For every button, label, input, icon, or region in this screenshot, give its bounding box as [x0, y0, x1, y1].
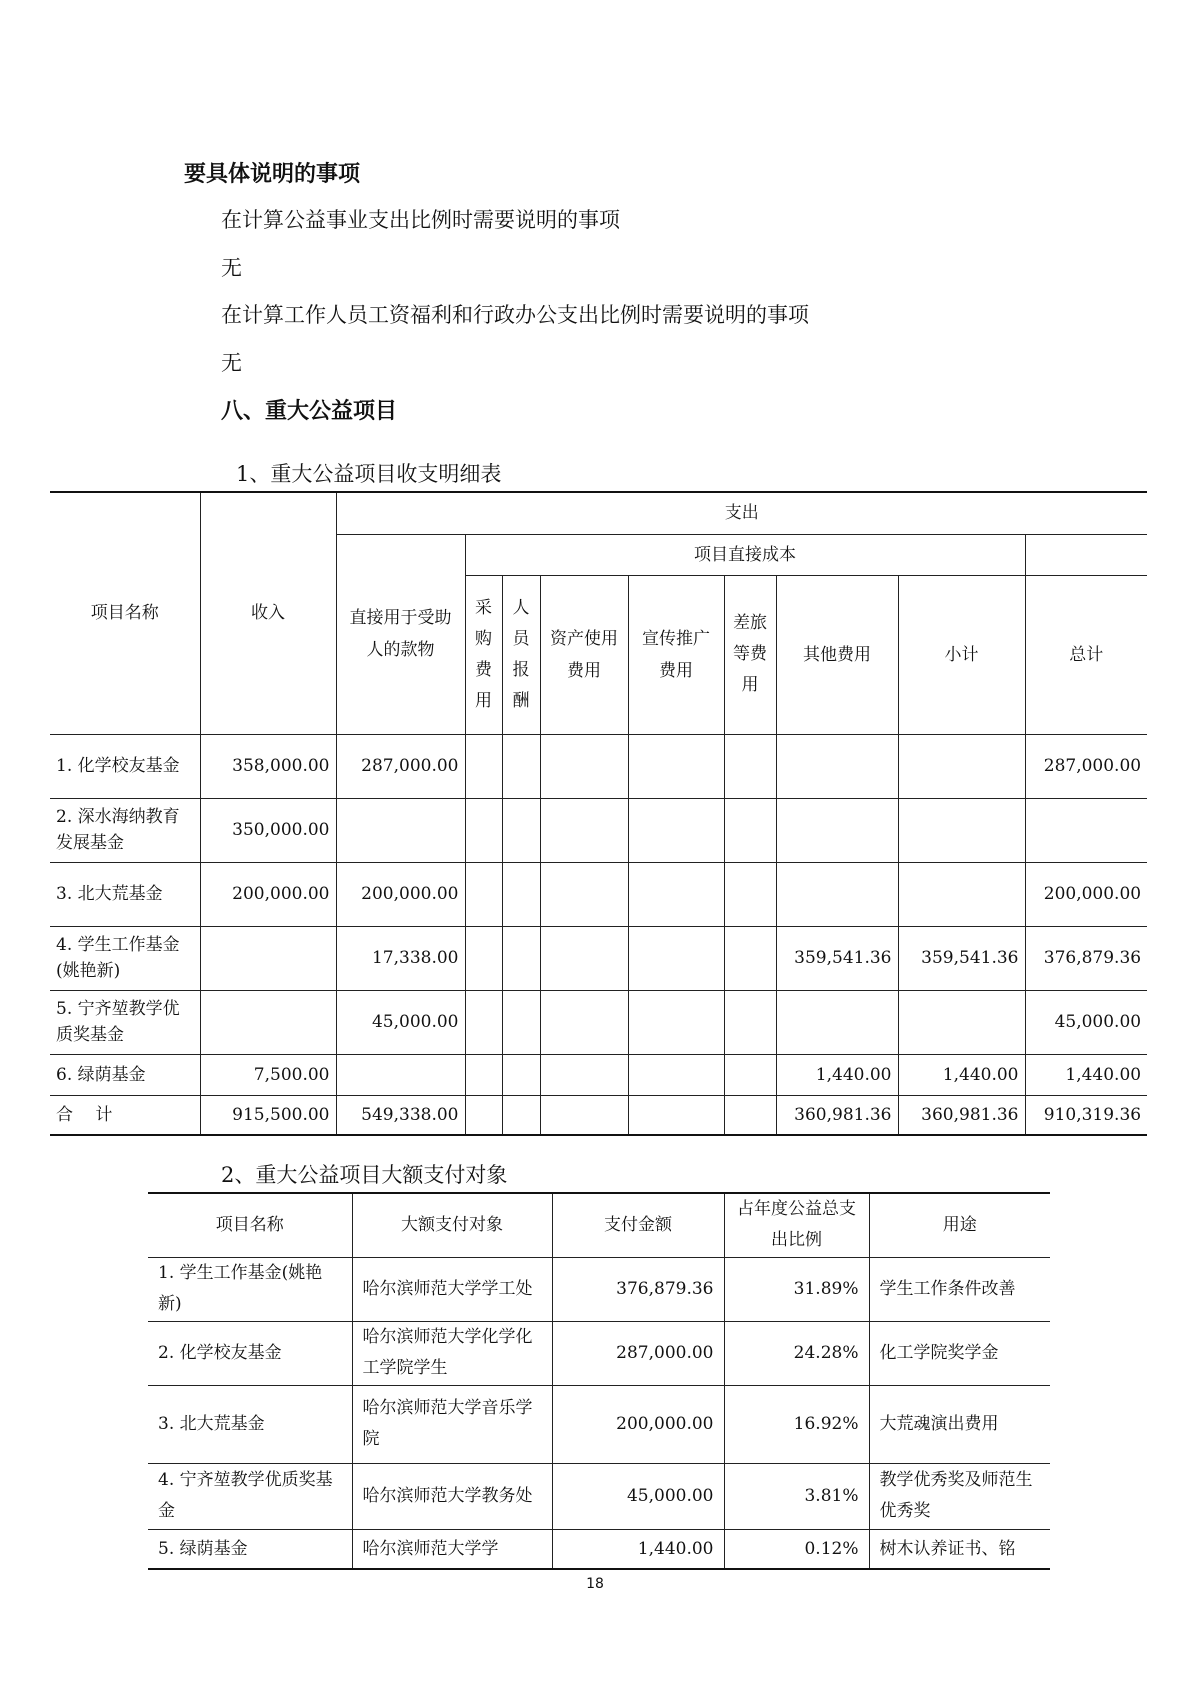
table-row	[148, 1385, 1050, 1463]
header-direct: 直接用于受助人的款物	[336, 534, 465, 734]
header-other: 其他费用	[776, 575, 898, 734]
row-subtotal	[898, 798, 1025, 862]
header-expense: 支出	[336, 492, 1147, 534]
row-subtotal	[898, 990, 1025, 1054]
row-subtotal	[898, 862, 1025, 926]
row-payee: 哈尔滨师范大学学	[352, 1529, 552, 1569]
header-income: 收入	[200, 492, 336, 734]
row-ratio: 3.81%	[724, 1463, 869, 1529]
header-total: 总计	[1025, 575, 1147, 734]
row-name: 1. 学生工作基金(姚艳新)	[148, 1257, 352, 1321]
row-other: 359,541.36	[776, 926, 898, 990]
row-ratio: 31.89%	[724, 1257, 869, 1321]
row-subtotal: 359,541.36	[898, 926, 1025, 990]
row-other	[776, 798, 898, 862]
row-total	[1025, 798, 1147, 862]
table-row	[50, 990, 1147, 1054]
row-direct: 200,000.00	[336, 862, 465, 926]
header-travel: 差旅等费用	[724, 575, 776, 734]
row-income: 200,000.00	[200, 862, 336, 926]
header-use: 用途	[869, 1193, 1050, 1257]
row-use: 学生工作条件改善	[869, 1257, 1050, 1321]
para-1: 在计算公益事业支出比例时需要说明的事项	[221, 208, 620, 232]
header-ratio: 占年度公益总支出比例	[724, 1193, 869, 1257]
header-subtotal: 小计	[898, 575, 1025, 734]
row-income: 915,500.00	[200, 1095, 336, 1135]
row-ratio: 16.92%	[724, 1385, 869, 1463]
header-direct-cost: 项目直接成本	[465, 534, 1025, 575]
row-subtotal: 1,440.00	[898, 1054, 1025, 1095]
header-asset: 资产使用费用	[540, 575, 628, 734]
row-name: 5. 宁齐堃教学优质奖基金	[50, 990, 200, 1054]
row-direct: 287,000.00	[336, 734, 465, 798]
table-row	[148, 1529, 1050, 1569]
row-name: 合 计	[50, 1095, 200, 1135]
row-name: 2. 化学校友基金	[148, 1321, 352, 1385]
table-row	[148, 1257, 1050, 1321]
table-row	[50, 734, 1147, 798]
header-amount: 支付金额	[552, 1193, 724, 1257]
table-row	[50, 1054, 1147, 1095]
row-income	[200, 990, 336, 1054]
row-other: 1,440.00	[776, 1054, 898, 1095]
income-expense-table	[50, 491, 1147, 1136]
row-other	[776, 734, 898, 798]
para-2: 无	[221, 256, 242, 280]
row-total: 910,319.36	[1025, 1095, 1147, 1135]
row-name: 3. 北大荒基金	[50, 862, 200, 926]
row-name: 2. 深水海纳教育发展基金	[50, 798, 200, 862]
row-payee: 哈尔滨师范大学教务处	[352, 1463, 552, 1529]
row-total: 45,000.00	[1025, 990, 1147, 1054]
row-other	[776, 990, 898, 1054]
row-use: 树木认养证书、铭	[869, 1529, 1050, 1569]
row-amount: 1,440.00	[552, 1529, 724, 1569]
header-staff: 人员报酬	[502, 575, 540, 734]
row-direct: 45,000.00	[336, 990, 465, 1054]
row-name: 3. 北大荒基金	[148, 1385, 352, 1463]
table-row	[148, 1463, 1050, 1529]
row-direct	[336, 798, 465, 862]
row-income	[200, 926, 336, 990]
row-name: 1. 化学校友基金	[50, 734, 200, 798]
row-amount: 200,000.00	[552, 1385, 724, 1463]
table2-caption: 2、重大公益项目大额支付对象	[221, 1163, 508, 1187]
header-purchase: 采购费用	[465, 575, 502, 734]
table-row	[148, 1321, 1050, 1385]
row-use: 教学优秀奖及师范生优秀奖	[869, 1463, 1050, 1529]
row-amount: 376,879.36	[552, 1257, 724, 1321]
header-promo: 宣传推广费用	[628, 575, 724, 734]
row-use: 大荒魂演出费用	[869, 1385, 1050, 1463]
row-direct: 17,338.00	[336, 926, 465, 990]
table-total-row	[50, 1095, 1147, 1135]
row-use: 化工学院奖学金	[869, 1321, 1050, 1385]
row-subtotal	[898, 734, 1025, 798]
header-name: 项目名称	[50, 492, 200, 734]
row-income: 358,000.00	[200, 734, 336, 798]
row-total: 1,440.00	[1025, 1054, 1147, 1095]
row-payee: 哈尔滨师范大学化学化工学院学生	[352, 1321, 552, 1385]
row-payee: 哈尔滨师范大学学工处	[352, 1257, 552, 1321]
row-name: 5. 绿荫基金	[148, 1529, 352, 1569]
row-total: 200,000.00	[1025, 862, 1147, 926]
row-payee: 哈尔滨师范大学音乐学院	[352, 1385, 552, 1463]
row-amount: 287,000.00	[552, 1321, 724, 1385]
row-direct	[336, 1054, 465, 1095]
row-income: 7,500.00	[200, 1054, 336, 1095]
section-title: 八、重大公益项目	[221, 399, 398, 424]
row-ratio: 0.12%	[724, 1529, 869, 1569]
row-other	[776, 862, 898, 926]
heading-notes: 要具体说明的事项	[184, 162, 361, 187]
header-blank	[1025, 534, 1147, 575]
row-other: 360,981.36	[776, 1095, 898, 1135]
page-number: 18	[586, 1576, 604, 1592]
table1-caption: 1、重大公益项目收支明细表	[236, 462, 502, 486]
row-name: 6. 绿荫基金	[50, 1054, 200, 1095]
row-subtotal: 360,981.36	[898, 1095, 1025, 1135]
header-payee: 大额支付对象	[352, 1193, 552, 1257]
row-name: 4. 学生工作基金(姚艳新)	[50, 926, 200, 990]
table-row	[50, 798, 1147, 862]
row-total: 376,879.36	[1025, 926, 1147, 990]
row-ratio: 24.28%	[724, 1321, 869, 1385]
row-direct: 549,338.00	[336, 1095, 465, 1135]
table-row	[50, 862, 1147, 926]
para-3: 在计算工作人员工资福利和行政办公支出比例时需要说明的事项	[221, 303, 809, 327]
row-name: 4. 宁齐堃教学优质奖基金	[148, 1463, 352, 1529]
large-payments-table	[148, 1192, 1050, 1570]
row-total: 287,000.00	[1025, 734, 1147, 798]
para-4: 无	[221, 351, 242, 375]
table-row	[50, 926, 1147, 990]
row-income: 350,000.00	[200, 798, 336, 862]
header-name: 项目名称	[148, 1193, 352, 1257]
row-amount: 45,000.00	[552, 1463, 724, 1529]
